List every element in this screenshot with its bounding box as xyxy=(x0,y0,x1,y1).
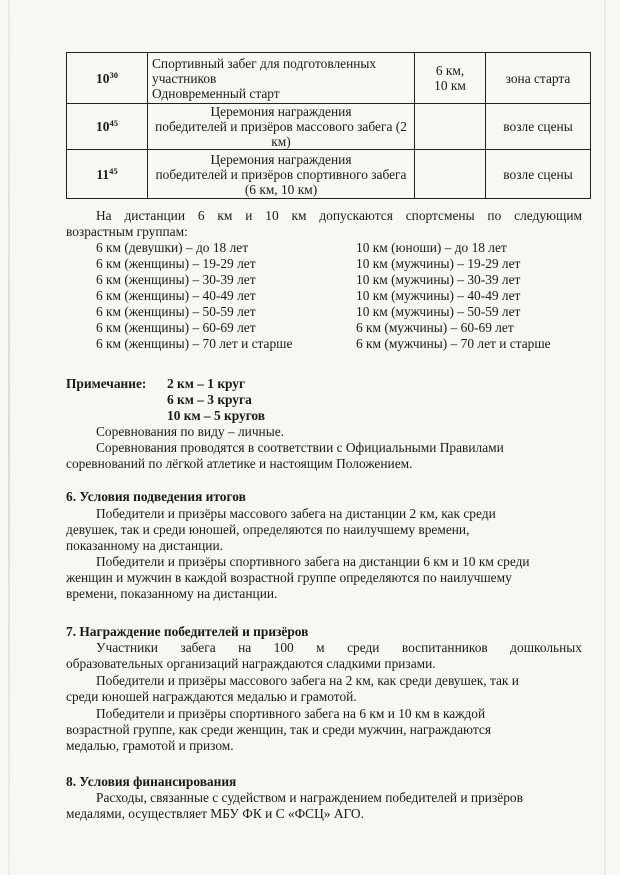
section-7-title: 7. Награждение победителей и призёров xyxy=(66,624,309,639)
note-item: 6 км – 3 круга xyxy=(167,392,252,407)
age-group-women: 6 км (женщины) – 60-69 лет xyxy=(96,320,256,335)
place-cell: возле сцены xyxy=(486,150,591,199)
time-cell: $10^{45}$ xyxy=(67,104,148,150)
note-item: 10 км – 5 кругов xyxy=(167,408,266,423)
page-edge-shadow xyxy=(604,0,606,875)
age-group-women: 6 км (женщины) – 19-29 лет xyxy=(96,256,256,271)
time-cell: $10^{30}$ xyxy=(67,53,148,104)
event-cell: Церемония награждения победителей и призёров спортивного забега (6 км, 10 км) xyxy=(148,150,415,199)
paragraph-line: Расходы, связанные с судейством и награждением победителей и призёров xyxy=(96,790,523,805)
age-group-men: 10 км (мужчины) – 40-49 лет xyxy=(356,288,521,303)
age-group-women: 6 км (женщины) – 30-39 лет xyxy=(96,272,256,287)
age-group-men: 6 км (мужчины) – 60-69 лет xyxy=(356,320,514,335)
paragraph-line: женщин и мужчин в каждой возрастной группе определяются по наилучшему xyxy=(66,570,512,585)
event-cell: Спортивный забег для подготовленных участников Одновременный старт xyxy=(148,53,415,104)
table-row xyxy=(67,104,591,150)
distance-cell xyxy=(415,104,486,150)
age-group-men: 10 км (юноши) – до 18 лет xyxy=(356,240,507,255)
age-intro-line: возрастным группам: xyxy=(66,224,188,239)
paragraph-line: медалью, грамотой и призом. xyxy=(66,738,234,753)
age-group-women: 6 км (женщины) – 70 лет и старше xyxy=(96,336,293,351)
note-label: Примечание: xyxy=(66,376,147,391)
distance-cell xyxy=(415,150,486,199)
paragraph-line: Победители и призёры массового забега на 2 км, как среди девушек, так и xyxy=(96,673,519,688)
rules-line: Соревнования проводятся в соответствии с Официальными Правилами xyxy=(96,440,504,455)
paragraph-line: девушек, так и среди юношей, определяются по наилучшему времени, xyxy=(66,522,470,537)
table-row xyxy=(67,53,591,104)
paragraph-line: Победители и призёры массового забега на дистанции 2 км, как среди xyxy=(96,506,496,521)
section-6-title: 6. Условия подведения итогов xyxy=(66,489,246,504)
paragraph-line: образовательных организаций награждаются сладкими призами. xyxy=(66,656,436,671)
competition-type: Соревнования по виду – личные. xyxy=(96,424,285,439)
age-group-women: 6 км (женщины) – 40-49 лет xyxy=(96,288,256,303)
note-item: 2 км – 1 круг xyxy=(167,376,246,391)
paragraph-line: возрастной группе, как среди женщин, так и среди мужчин, награждаются xyxy=(66,722,491,737)
age-group-men: 10 км (мужчины) – 19-29 лет xyxy=(356,256,521,271)
age-group-men: 10 км (мужчины) – 50-59 лет xyxy=(356,304,521,319)
paragraph-line: медалями, осуществляет МБУ ФК и С «ФСЦ» АГО. xyxy=(66,806,364,821)
paragraph-line: Победители и призёры спортивного забега на дистанции 6 км и 10 км среди xyxy=(96,554,530,569)
age-group-women: 6 км (девушки) – до 18 лет xyxy=(96,240,249,255)
event-cell: Церемония награждения победителей и призёров массового забега (2 км) xyxy=(148,104,415,150)
age-group-men: 6 км (мужчины) – 70 лет и старше xyxy=(356,336,551,351)
place-cell: зона старта xyxy=(486,53,591,104)
page-fold-shadow xyxy=(8,0,10,875)
age-group-women: 6 км (женщины) – 50-59 лет xyxy=(96,304,256,319)
section-8-title: 8. Условия финансирования xyxy=(66,774,237,789)
schedule-table xyxy=(66,52,591,199)
paragraph-line: среди юношей награждаются медалью и грамотой. xyxy=(66,689,357,704)
paragraph-line: времени, показанному на дистанции. xyxy=(66,586,278,601)
rules-line: соревнований по лёгкой атлетике и настоящим Положением. xyxy=(66,456,413,471)
place-cell: возле сцены xyxy=(486,104,591,150)
time-cell: $11^{45}$ xyxy=(67,150,148,199)
paragraph-line: Участники забега на 100 м среди воспитанников дошкольных xyxy=(96,640,582,655)
paragraph-line: показанному на дистанции. xyxy=(66,538,223,553)
age-group-men: 10 км (мужчины) – 30-39 лет xyxy=(356,272,521,287)
paragraph-line: Победители и призёры спортивного забега на 6 км и 10 км в каждой xyxy=(96,706,486,721)
distance-cell: 6 км, 10 км xyxy=(415,53,486,104)
table-row xyxy=(67,150,591,199)
age-intro-line: На дистанции 6 км и 10 км допускаются спортсмены по следующим xyxy=(96,208,582,223)
